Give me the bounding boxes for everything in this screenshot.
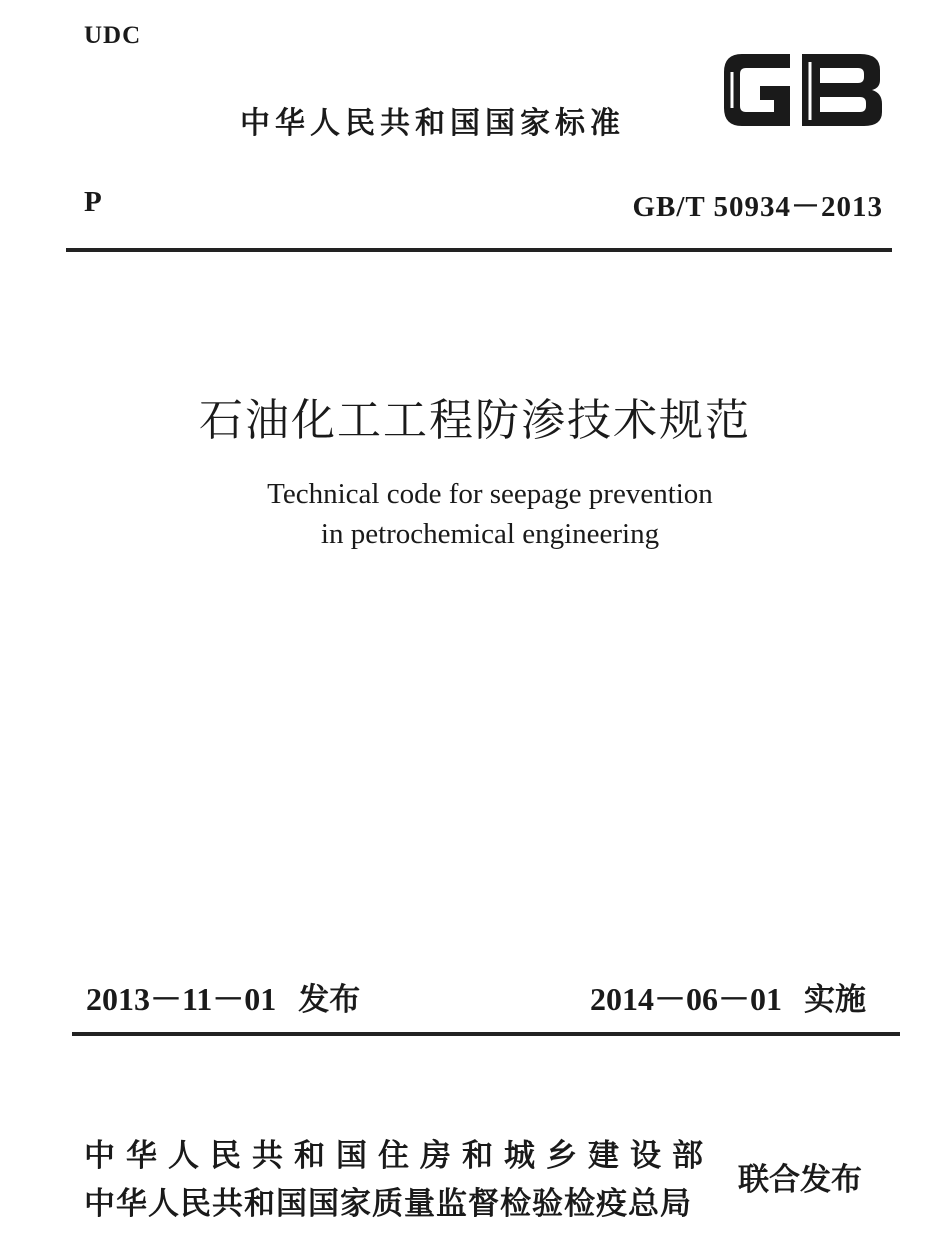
udc-label: UDC xyxy=(84,22,142,49)
implement-date: 2014－06－01 xyxy=(590,981,783,1017)
joint-issue-label: 联合发布 xyxy=(738,1162,862,1198)
title-english-line1: Technical code for seepage prevention xyxy=(267,478,713,510)
issue-date-row xyxy=(86,974,360,1020)
gb-logo xyxy=(720,50,885,130)
classification-code: P xyxy=(84,186,102,218)
issue-date: 2013－11－01 xyxy=(86,981,277,1017)
standard-number: GB/T 50934－2013 xyxy=(632,191,883,223)
implement-date-row xyxy=(590,974,866,1020)
header-divider xyxy=(66,248,892,252)
national-standard-heading: 中华人民共和国国家标准 xyxy=(240,106,625,141)
implement-label: 实施 xyxy=(804,982,867,1018)
title-chinese: 石油化工工程防渗技术规范 xyxy=(199,395,751,446)
issuer-ministry: 中华人民共和国住房和城乡建设部 xyxy=(84,1138,714,1174)
title-english xyxy=(0,474,950,554)
issuer-aqsiq: 中华人民共和国国家质量监督检验检疫总局 xyxy=(84,1186,692,1222)
footer-divider xyxy=(72,1032,900,1036)
issue-label: 发布 xyxy=(298,982,361,1018)
title-english-line2: in petrochemical engineering xyxy=(320,518,660,550)
